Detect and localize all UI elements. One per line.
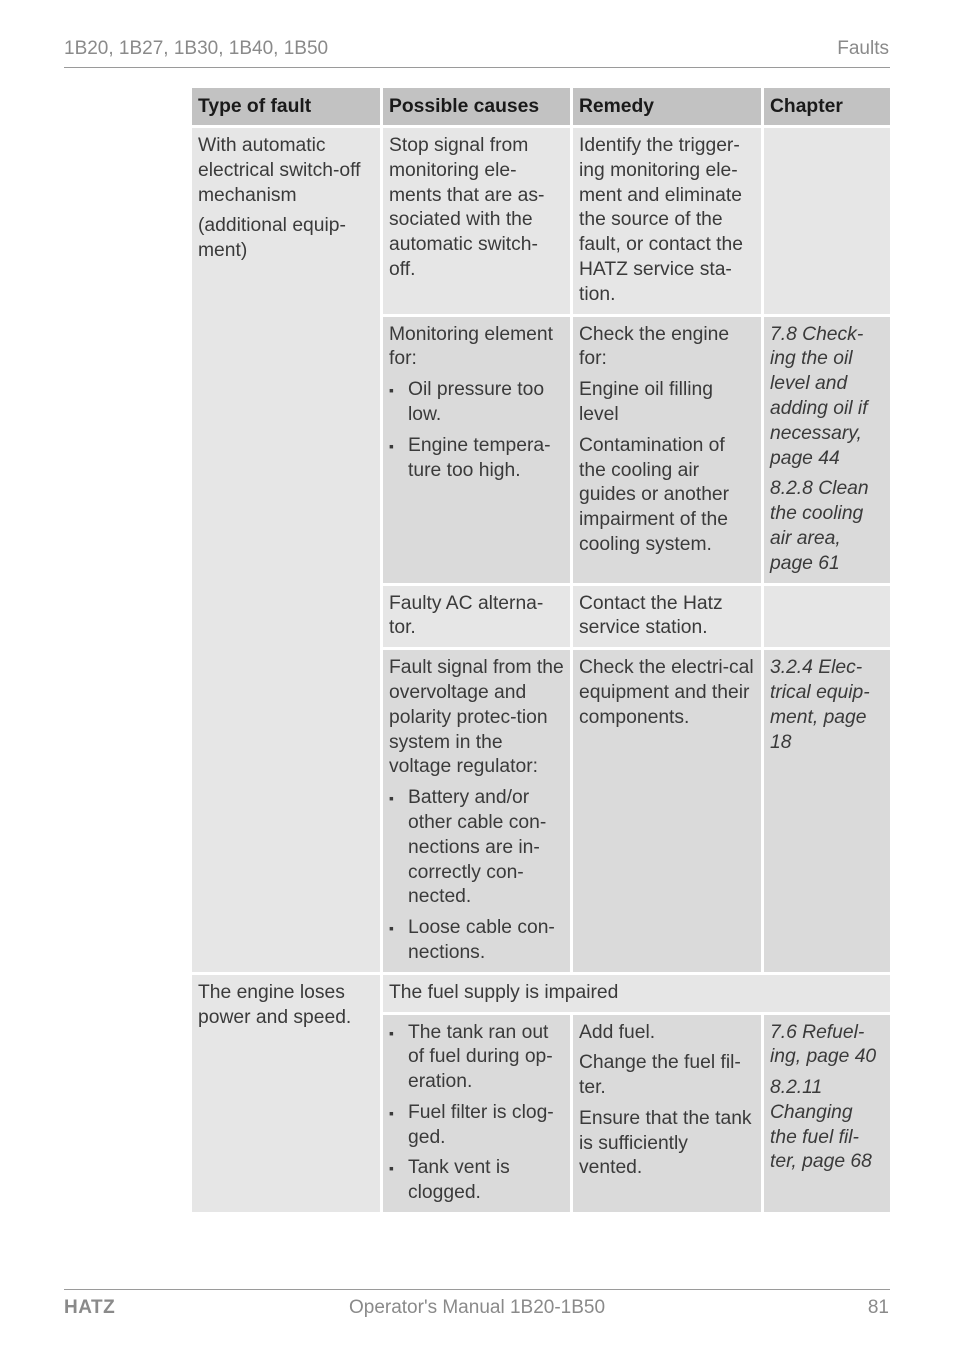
remedy-cell bbox=[573, 650, 761, 972]
header-chapter: Chapter bbox=[764, 88, 890, 125]
remedy-cell bbox=[573, 128, 761, 314]
faults-table bbox=[189, 85, 893, 1215]
list-item: ▪ The tank ran out of fuel during op-eration. bbox=[389, 1021, 564, 1095]
cause-cell bbox=[383, 1015, 570, 1213]
chapter-ref: 3.2.4 Elec-trical equip-ment, page 18 bbox=[770, 657, 870, 753]
chapter-ref: 8.2.8 Clean the cooling air area, page 61 bbox=[770, 478, 869, 574]
chapter-cell bbox=[764, 1015, 890, 1213]
remedy-line: Engine oil filling level bbox=[579, 379, 713, 425]
remedy-line: Add fuel. bbox=[579, 1021, 656, 1043]
remedy-text: Contact the Hatz service station. bbox=[579, 592, 723, 639]
remedy-line: Change the fuel fil-ter. bbox=[579, 1052, 741, 1099]
table-header-row bbox=[192, 88, 890, 125]
cause-cell bbox=[383, 317, 570, 583]
chapter-cell bbox=[764, 586, 890, 648]
header-section: Faults bbox=[837, 38, 889, 59]
cause-list bbox=[389, 378, 564, 483]
chapter-cell bbox=[764, 317, 890, 583]
list-item: ▪ Fuel filter is clog-ged. bbox=[389, 1101, 564, 1151]
chapter-ref: 8.2.11 Changing the fuel fil-ter, page 68 bbox=[770, 1077, 872, 1173]
chapter-cell bbox=[764, 128, 890, 314]
header-remedy: Remedy bbox=[573, 88, 761, 125]
chapter-cell bbox=[764, 650, 890, 972]
span-cell bbox=[383, 975, 890, 1012]
footer-title: Operator's Manual 1B20-1B50 bbox=[348, 1297, 606, 1318]
remedy-line: Contamination of the cooling air guides or another impairment of the cooling system. bbox=[579, 434, 730, 555]
page-number: 81 bbox=[867, 1297, 889, 1318]
remedy-cell bbox=[573, 317, 761, 583]
cause-text: Stop signal from monitoring ele-ments that are as-sociated with the automatic switch-off. bbox=[389, 135, 545, 280]
cause-list bbox=[389, 1021, 564, 1207]
fault-type-cell bbox=[192, 975, 380, 1212]
cause-intro: Fault signal from the overvoltage and polarity protec-tion system in the voltage regulator: bbox=[389, 657, 564, 778]
footer-rule bbox=[64, 1289, 890, 1290]
cause-intro: Monitoring element for: bbox=[389, 323, 553, 370]
cause-cell bbox=[383, 650, 570, 972]
chapter-ref: 7.6 Refuel-ing, page 40 bbox=[770, 1021, 877, 1068]
remedy-line: Ensure that the tank is sufficiently vented. bbox=[579, 1107, 752, 1179]
list-item: ▪ Tank vent is clogged. bbox=[389, 1156, 564, 1206]
cause-cell bbox=[383, 586, 570, 648]
fault-type-cell bbox=[192, 128, 380, 972]
header-type-of-fault: Type of fault bbox=[192, 88, 380, 125]
remedy-cell bbox=[573, 586, 761, 648]
list-item: ▪ Loose cable con-nections. bbox=[389, 916, 564, 966]
cause-text: Faulty AC alterna-tor. bbox=[389, 592, 544, 639]
table-row bbox=[192, 975, 890, 1012]
list-item: ▪ Engine tempera-ture too high. bbox=[389, 434, 564, 484]
list-item: ▪ Battery and/or other cable con-nections are in-correctly con-nected. bbox=[389, 786, 564, 910]
fault-type-text: The engine loses power and speed. bbox=[198, 981, 352, 1028]
table-row bbox=[192, 128, 890, 314]
remedy-text: Identify the trigger-ing monitoring ele-ment and eliminate the source of the fault, or contact the HATZ service sta-tion. bbox=[579, 135, 743, 305]
header-models: 1B20, 1B27, 1B30, 1B40, 1B50 bbox=[64, 38, 329, 59]
fault-type-text: With automatic electrical switch-off mechanism bbox=[198, 135, 361, 206]
remedy-intro: Check the engine for: bbox=[579, 323, 730, 370]
remedy-text: Check the electri-cal equipment and their components. bbox=[579, 657, 754, 728]
cause-cell bbox=[383, 128, 570, 314]
chapter-ref: 7.8 Check-ing the oil level and adding oil if necessary, page 44 bbox=[770, 323, 868, 469]
remedy-cell bbox=[573, 1015, 761, 1213]
cause-list bbox=[389, 786, 564, 966]
header-rule bbox=[64, 67, 890, 68]
hatz-logo: HATZ bbox=[64, 1297, 116, 1318]
list-item: ▪ Oil pressure too low. bbox=[389, 378, 564, 428]
fault-type-note: (additional equip-ment) bbox=[198, 215, 346, 262]
header-possible-causes: Possible causes bbox=[383, 88, 570, 125]
span-text: The fuel supply is impaired bbox=[389, 981, 619, 1003]
